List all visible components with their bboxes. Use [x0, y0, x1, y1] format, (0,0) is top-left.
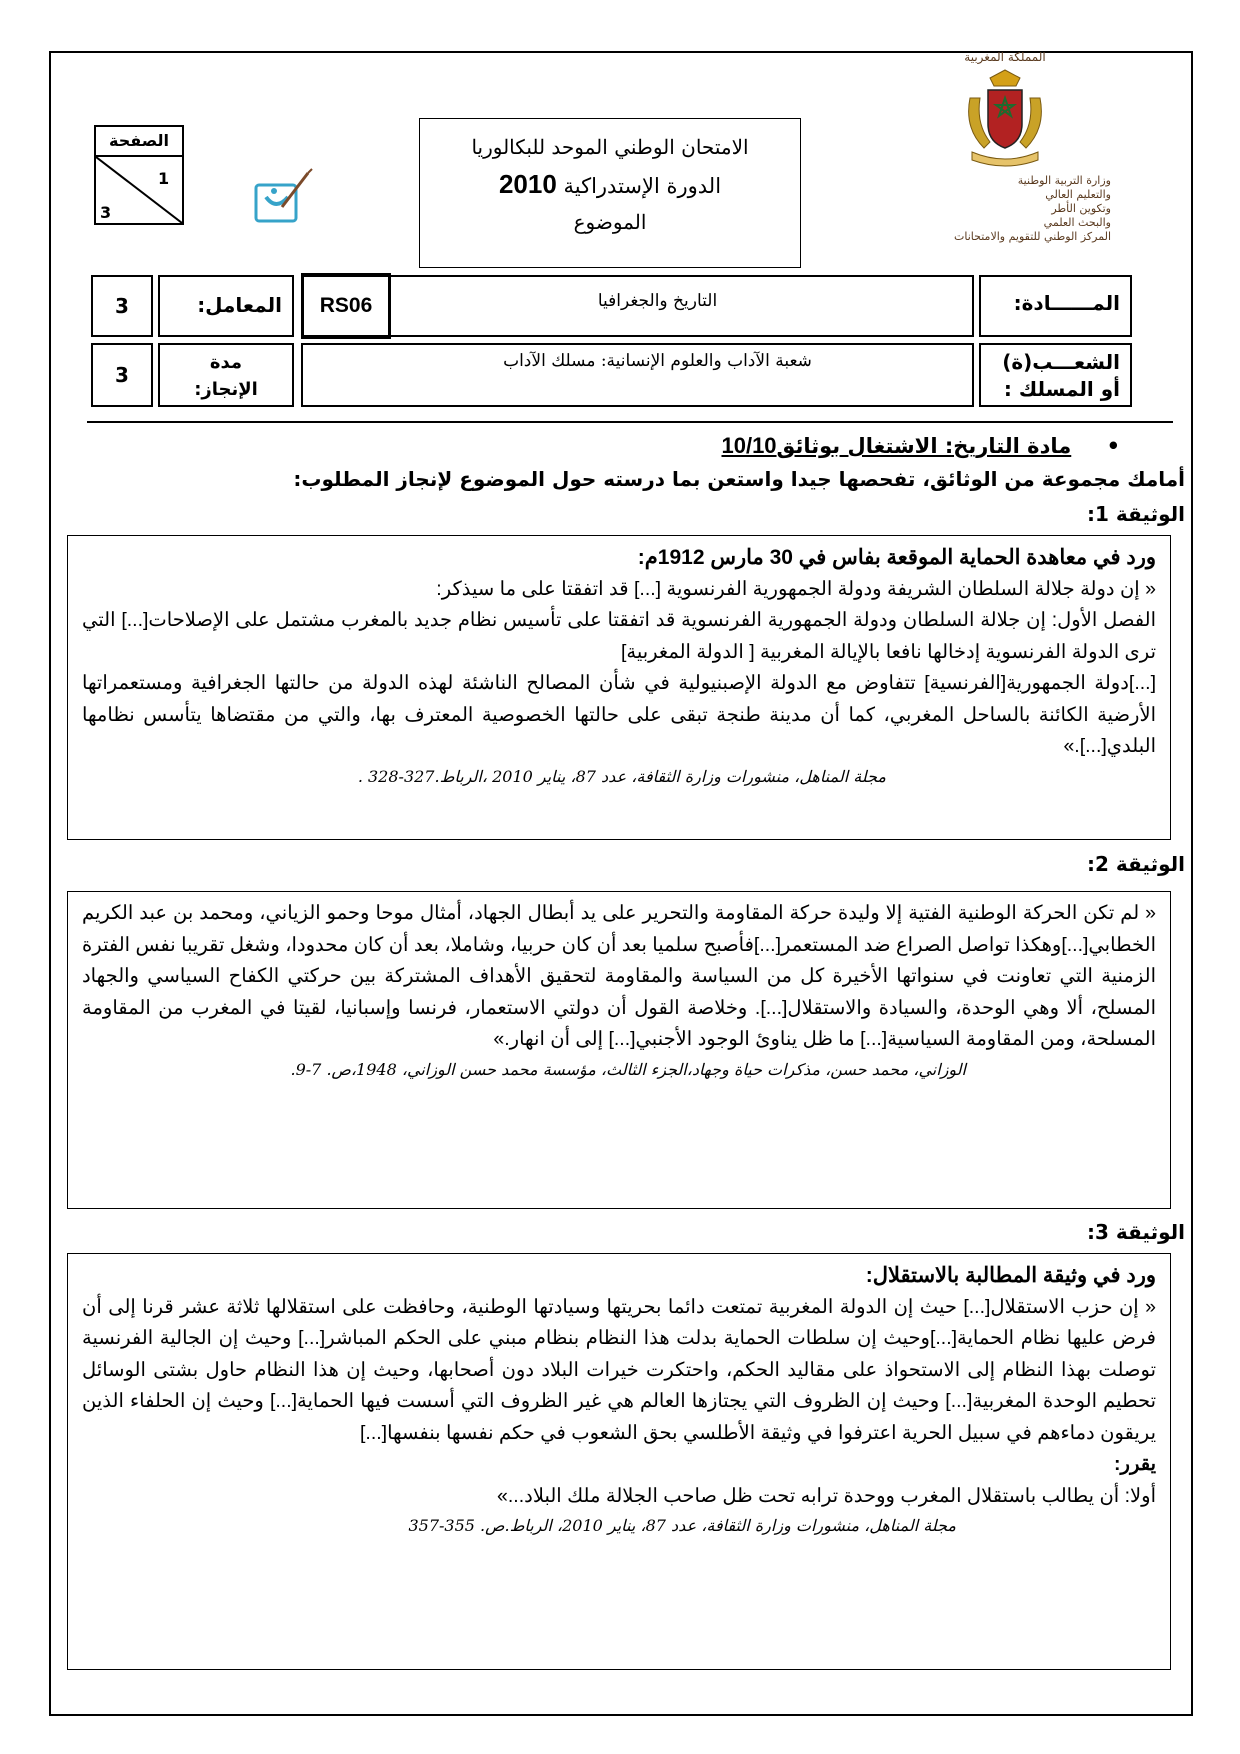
coef-label: المعامل:	[197, 293, 282, 317]
doc3-box	[67, 1253, 1171, 1670]
ministry-line: وتكوين الأطر	[1051, 202, 1111, 215]
doc1-source: مجلة المناهل، منشورات وزارة الثقافة، عدد 87، يناير 2010 ،الرباط.327-328 .	[357, 766, 886, 786]
ministry-block	[885, 50, 1125, 265]
doc1-line: [...]دولة الجمهورية[الفرنسية] تتفاوض مع الدولة الإصبنيولية في شأن المصالح الناشئة لهذه الدولة من حالتها الجغرافية ومستعمراتها الأرضية الكائنة بالساحل المغربي، كما أن مدينة طنجة تبقى على حالتها الخصوصية المعترف بها، والتي من مقتضاها يتأسس نظامها البلدي[...].»	[82, 672, 1156, 757]
page-total: 3	[100, 203, 112, 222]
evaluation-center: المركز الوطني للتقويم والامتحانات	[954, 230, 1111, 243]
doc1-label: الوثيقة 1:	[1087, 502, 1185, 526]
kingdom-name: المملكة المغربية	[964, 50, 1046, 64]
ministry-line: والتعليم العالي	[1045, 188, 1111, 201]
instruction: أمامك مجموعة من الوثائق، تفحصها جيدا واستعن بما درسته حول الموضوع لإنجاز المطلوب:	[293, 467, 1185, 491]
ministry-lines	[885, 174, 1125, 230]
session-line	[420, 169, 800, 200]
subject-value-cell	[301, 275, 974, 337]
doc1-heading: ورد في معاهدة الحماية الموقعة بفاس في 30 مارس 1912م:	[637, 546, 1156, 569]
duration-value: 3	[91, 343, 153, 407]
page-label: الصفحة	[96, 127, 182, 157]
branch-value-cell	[301, 343, 974, 407]
branch-label-1: الشعـــب(ة)	[1002, 350, 1120, 374]
section-title: مادة التاريخ: الاشتغال بوثائق	[776, 434, 1072, 458]
exam-code: RS06	[301, 273, 391, 339]
subject-value: التاريخ والجغرافيا	[597, 291, 718, 311]
subject-label: المــــــادة:	[1013, 291, 1120, 315]
doc3-text: « إن حزب الاستقلال[...] حيث إن الدولة المغربية تمتعت دائما بحريتها وسيادتها الوطنية، وحافظت على استقلالها ثلاثة عشر قرنا إلى أن فرض عليها نظام الحماية[...]وحيث إن سلطات الحماية بدلت هذا النظام بنظام مبني على الحكم المباشر[...] وحيث إن الجالية الفرنسية توصلت بهذا النظام إلى الاستحواذ على مقاليد الحكم، واحتكرت خيرات البلاد دون أصحابها، وحيث إن هذا النظام حاول بشتى الوسائل تحطيم الوحدة المغربية[...] وحيث إن الظروف التي يجتازها العالم هي غير الظروف التي أسست فيها الحماية[...] وحيث إن الحلفاء الذين يريقون دماءهم في سبيل الحرية اعترفوا في وثيقة الأطلسي بحق الشعوب في حكم نفسها بنفسها[...]	[82, 1295, 1156, 1444]
duration-label-cell	[158, 343, 294, 407]
subject-label-cell	[979, 275, 1132, 337]
doc1-line: « إن دولة جلالة السلطان الشريفة ودولة الجمهورية الفرنسوية [...] قد اتفقتا على ما سيذكر:	[436, 577, 1156, 600]
doc3-label: الوثيقة 3:	[1087, 1220, 1185, 1244]
doc3-source: مجلة المناهل، منشورات وزارة الثقافة، عدد 87، يناير 2010، الرباط.ص. 355-357	[408, 1516, 956, 1535]
doc2-text: « لم تكن الحركة الوطنية الفتية إلا وليدة حركة المقاومة والتحرير على يد أبطال الجهاد، أمثال موحا وحمو الزياني، ومحمد بن عبد الكريم الخطابي[...]وهكذا تواصل الصراع ضد المستعمر[...]فأصبح سلميا بعد أن كان حربيا، وشاملا، بعد أن كان محدودا، وشغل تقريبا نفس الفترة الزمنية التي تعاونت في سنواتها الأخيرة كل من السياسة والمقاومة لتحقيق الأهداف المشتركة بين حركتي الكفاح السياسي والجهاد المسلح، ألا وهي الوحدة، والسيادة والاستقلال[...]. وخلاصة القول أن دولتي الاستعمار، فرنسا وإسبانيا، لقيتا في المغرب من المقاومة المسلحة، ومن المقاومة السياسية[...] ما ظل يناوئ الوجود الأجنبي[...] إلى أن انهار.»	[82, 902, 1157, 1050]
coef-value: 3	[91, 275, 153, 337]
doc2-source: الوزاني، محمد حسن، مذكرات حياة وجهاد،الجزء الثالث، مؤسسة محمد حسن الوزاني، 1948،ص. 7-9.	[290, 1059, 966, 1079]
bullet-icon: •	[1106, 434, 1120, 458]
section-score: 10/10	[721, 433, 777, 458]
branch-label-2: أو المسلك :	[1003, 377, 1120, 401]
coat-of-arms-icon	[960, 68, 1050, 168]
ministry-line: والبحث العلمي	[1043, 216, 1111, 229]
doc3-first: أولا: أن يطالب باستقلال المغرب ووحدة ترابه تحت ظل صاحب الجلالة ملك البلاد...»	[497, 1484, 1156, 1507]
page-number: 1	[158, 169, 170, 188]
doc1-box	[67, 535, 1171, 840]
session-label: الدورة الإستدراكية	[563, 174, 722, 198]
branch-label-cell	[979, 343, 1132, 407]
doc3-decides: يقرر:	[1114, 1453, 1156, 1475]
page-number-box	[94, 125, 184, 225]
duration-label-2: الإنجاز:	[194, 379, 258, 400]
header-divider	[87, 421, 1173, 423]
doc1-line: الفصل الأول: إن جلالة السلطان ودولة الجمهورية الفرنسوية قد اتفقتا على تأسيس نظام جديد بالمغرب مشتمل على الإصلاحات[...] التي ترى الدولة الفرنسوية إدخالها نافعا بالإيالة المغربية [ الدولة المغربية]	[82, 609, 1156, 663]
exam-title: الامتحان الوطني الموحد للبكالوريا	[471, 135, 749, 159]
exam-title-box	[419, 118, 801, 268]
coef-label-cell	[158, 275, 294, 337]
doc2-label: الوثيقة 2:	[1087, 852, 1185, 876]
section-heading	[721, 433, 1120, 459]
subject-word: الموضوع	[573, 210, 647, 234]
session-year: 2010	[498, 169, 557, 199]
duration-label-1: مدة	[209, 352, 243, 373]
doc3-heading: ورد في وثيقة المطالبة بالاستقلال:	[865, 1264, 1156, 1287]
ministry-line: وزارة التربية الوطنية	[1017, 174, 1111, 187]
branch-value: شعبة الآداب والعلوم الإنسانية: مسلك الآداب	[503, 351, 812, 371]
doc2-box	[67, 891, 1171, 1209]
exam-logo-icon	[252, 167, 318, 227]
